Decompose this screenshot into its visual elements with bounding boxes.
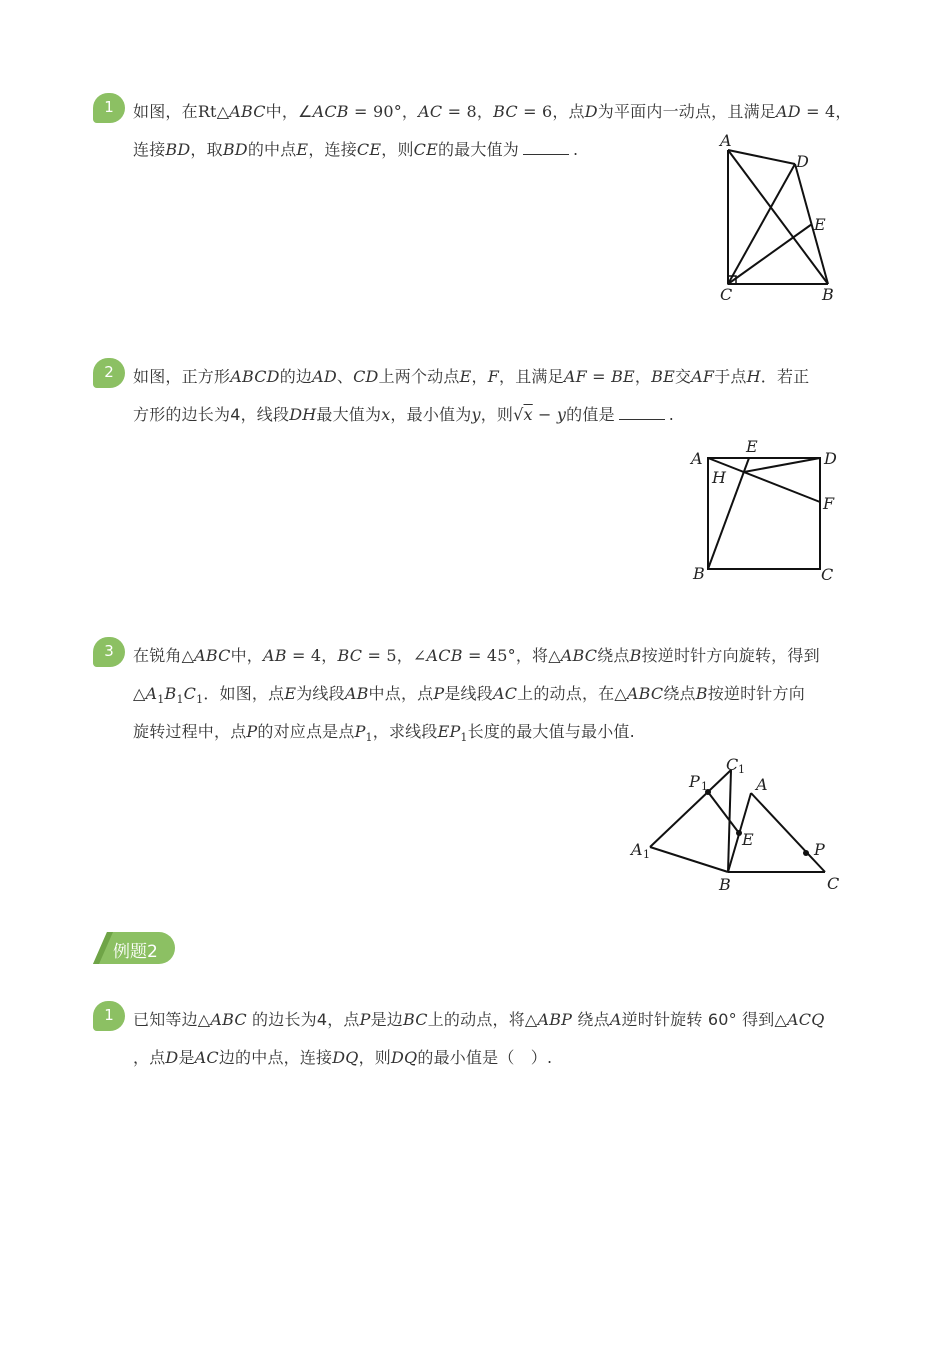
label-E: E	[814, 215, 826, 234]
question-text-line: $\triangle A_1B_1C_1$．如图，点E为线段AB中点，点P是线段AC上的动点，在△ABC绕点B按逆时针方向	[133, 684, 805, 707]
question-text-line: 连接BD，取BD的中点E，连接CE，则CE的最大值为 .	[133, 140, 579, 159]
figure-q1	[700, 128, 850, 308]
question-number-badge: 1	[93, 1001, 125, 1031]
label-C1-sub: 1	[738, 763, 745, 776]
question-text-line: 旋转过程中，点P的对应点是点$P_1$，求线段$EP_1$长度的最大值与最小值.	[133, 722, 635, 745]
question-number-badge: 1	[93, 93, 125, 123]
label-H: H	[712, 468, 726, 487]
label-B: B	[719, 875, 731, 894]
label-P: P	[814, 840, 825, 859]
label-C: C	[827, 874, 840, 893]
question-number-badge: 3	[93, 637, 125, 667]
label-P1: P	[689, 772, 700, 791]
label-A1-sub: 1	[643, 848, 650, 861]
label-F: F	[823, 494, 835, 513]
label-D: D	[824, 449, 837, 468]
label-P1-sub: 1	[701, 780, 708, 793]
question-text-line: 方形的边长为4，线段DH最大值为x，最小值为y，则√x − y的值是 .	[133, 405, 675, 424]
section-title: 例题2	[113, 942, 158, 962]
question-number-badge: 2	[93, 358, 125, 388]
answer-blank[interactable]	[619, 405, 665, 420]
label-C: C	[720, 285, 733, 304]
label-E: E	[742, 830, 754, 849]
label-A1: A	[631, 840, 643, 859]
figure-q3	[625, 752, 850, 897]
question-text-line: 如图，在Rt△ABC中，∠ACB = 90°，AC = 8，BC = 6，点D为平面内一动点，且满足AD = 4，	[133, 102, 852, 121]
label-A: A	[756, 775, 768, 794]
label-C1: C	[726, 755, 739, 774]
label-A: A	[691, 449, 703, 468]
answer-blank[interactable]	[523, 140, 569, 155]
label-E: E	[746, 437, 758, 456]
question-text-line: 如图，正方形ABCD的边AD、CD上两个动点E，F，且满足AF = BE，BE交AF于点H．若正	[133, 367, 810, 386]
label-A: A	[720, 131, 732, 150]
question-text-line: 在锐角△ABC中，AB = 4，BC = 5，∠ACB = 45°，将△ABC绕点B按逆时针方向旋转，得到	[133, 646, 820, 665]
label-C: C	[821, 565, 834, 584]
question-text-line: 已知等边△ABC 的边长为4，点P是边BC上的动点，将△ABP 绕点A逆时针旋转 60° 得到△ACQ	[133, 1010, 825, 1029]
question-text-line: ，点D是AC边的中点，连接DQ，则DQ的最小值是（ ）.	[133, 1048, 553, 1067]
label-B: B	[693, 564, 705, 583]
label-B: B	[822, 285, 834, 304]
point-P	[803, 850, 809, 856]
figure-q2	[685, 432, 845, 592]
label-D: D	[796, 152, 809, 171]
